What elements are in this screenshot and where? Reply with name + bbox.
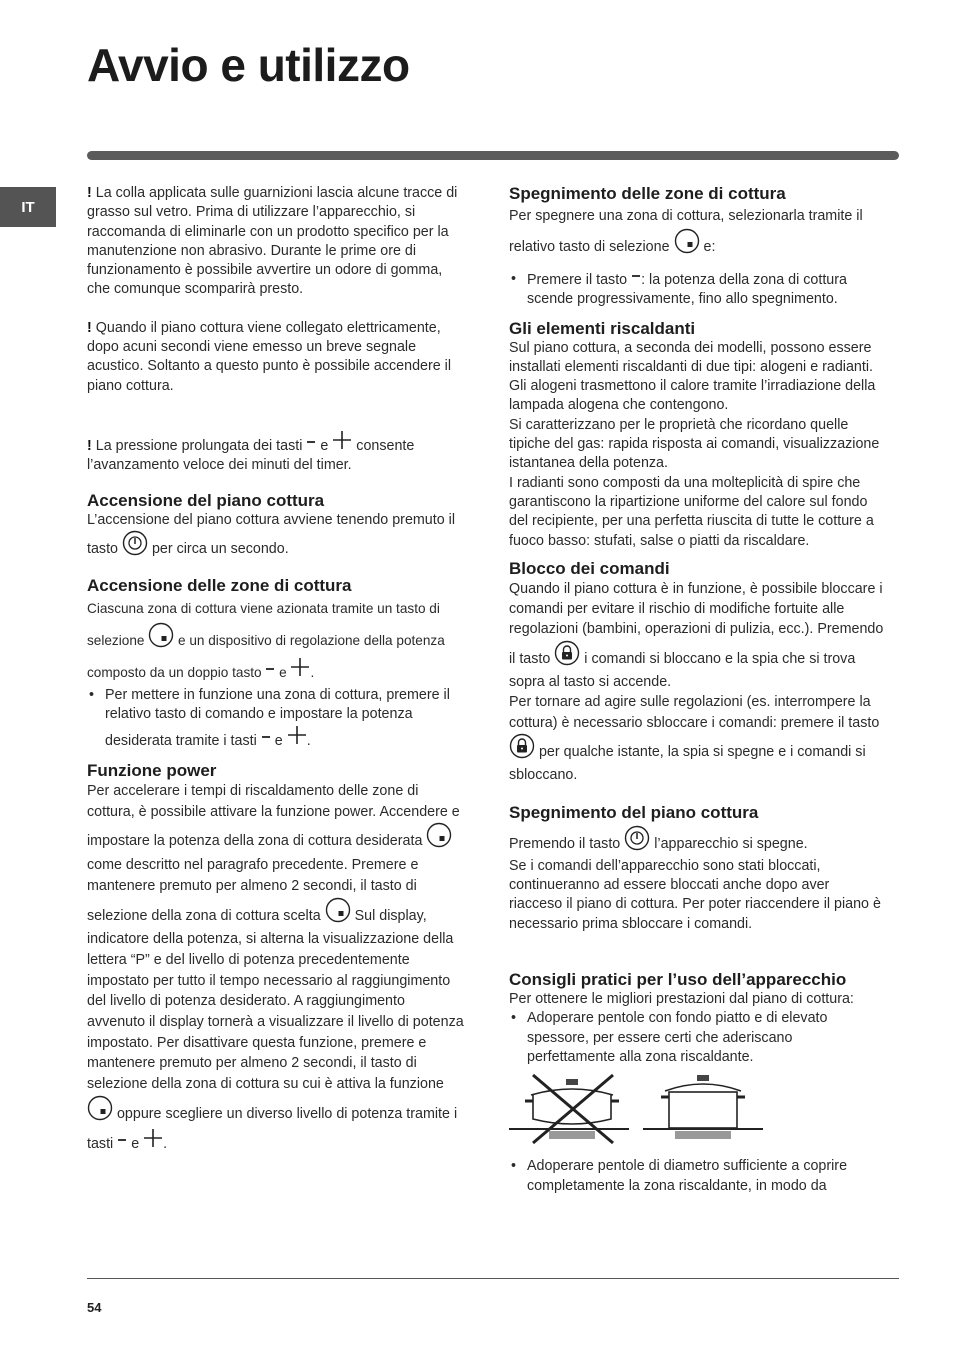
text: L’accensione del piano cottura avviene tenendo premuto il tasto — [87, 511, 455, 557]
plus-key-icon — [143, 1128, 163, 1155]
section-text: I radianti sono composti da una molteplicità di spire che garantiscono la ripartizione uniforme del calore sul fondo del recipiente, per una perfetta riuscita di tutte le cotture a fuoco basso: stufati, salse o piatti da riscaldare. — [509, 474, 874, 549]
section-text — [87, 511, 465, 563]
language-tab: IT — [0, 187, 56, 227]
bullet-list — [509, 1009, 884, 1067]
warning-mark: ! — [87, 437, 92, 454]
plus-key-icon — [290, 657, 310, 686]
note-text: Quando il piano cottura viene collegato elettricamente, dopo acuni secondi viene emesso un breve segnale acustico. Soltanto a questo punto è possibile accendere il piano cottura. — [87, 319, 452, 394]
section-text — [509, 692, 884, 785]
bullet-list — [509, 1157, 884, 1196]
minus-key-icon — [265, 660, 275, 686]
text: Per mettere in funzione una zona di cottura, premere il relativo tasto di comando e impostare la potenza desiderata tramite i tasti — [105, 687, 450, 749]
page-number: 54 — [87, 1300, 102, 1315]
note-acoustic-signal — [87, 319, 465, 396]
correct-pot-icon — [643, 1071, 763, 1147]
section-title: Spegnimento delle zone di cottura — [509, 184, 786, 203]
list-item: • Adoperare pentole di diametro sufficiente a coprire completamente la zona riscaldante, in modo da — [509, 1157, 884, 1196]
text: Per spegnere una zona di cottura, selezionarla tramite il relativo tasto di selezione — [509, 208, 863, 255]
text: . — [310, 665, 315, 681]
minus-key-icon — [631, 270, 641, 290]
note-text: e — [320, 437, 329, 454]
text: e — [279, 665, 287, 681]
zone-select-key-icon — [87, 1095, 113, 1128]
text: Premendo il tasto — [509, 835, 621, 852]
minus-key-icon — [261, 731, 271, 751]
text: Per tornare ad agire sulle regolazioni (es. interrompere la cottura) è necessario sbloccare i comandi: premere il tasto — [509, 694, 880, 731]
text: Sul display, indicatore della potenza, si alterna la visualizzazione della lettera “P” e del livello di potenza precedentemente impostato per tutto il tempo necessario al raggiungimento del livello di potenza desiderato. A raggiungimento avvenuto il display tornerà a visualizzare il livello di potenza impostato. Per disattivare questa funzione, premere e mantenere premuto per almeno 2 secondi, il tasto di selezione della zona di cottura su cui è attiva la funzione — [87, 907, 464, 1093]
section-text: Gli alogeni trasmettono il calore tramite l’irradiazione della lampada alogena che contengono. — [509, 378, 876, 414]
list-item — [509, 270, 884, 310]
zone-select-key-icon — [148, 622, 174, 657]
wrong-pot-crossed-icon — [509, 1071, 629, 1147]
section-title: Spegnimento del piano cottura — [509, 802, 759, 822]
text: Ciascuna zona di cottura viene azionata tramite un tasto di selezione — [87, 601, 440, 649]
plus-key-icon — [287, 725, 307, 751]
text: i comandi si bloccano e la spia che si trova sopra al tasto si accende. — [509, 650, 856, 691]
page-title: Avvio e utilizzo — [87, 39, 410, 91]
minus-key-icon — [306, 436, 316, 456]
text: . — [306, 732, 311, 749]
power-key-icon — [624, 825, 650, 857]
zone-select-key-icon — [325, 897, 351, 930]
zone-select-key-icon — [674, 228, 700, 262]
warning-mark: ! — [87, 185, 92, 201]
text: e un dispositivo di regolazione della potenza composto da un doppio tasto — [87, 633, 445, 681]
section-title: Consigli pratici per l’uso dell’apparecchio — [509, 970, 847, 990]
text: Per accelerare i tempi di riscaldamento delle zone di cottura, è possibile attivare la funzione power. Accendere e impostare la potenza della zona di cottura desiderata — [87, 783, 460, 850]
section-text: Sul piano cottura, a seconda dei modelli, possono essere installati elementi riscaldanti di due tipi: alogeni e radianti. — [509, 339, 873, 375]
section-text — [87, 781, 465, 1154]
section-title: Blocco dei comandi — [509, 558, 670, 578]
note-text: La colla applicata sulle guarnizioni lascia alcune tracce di grasso sul vetro. Prima di utilizzare l’apparecchio, si raccomanda di eliminarle con un prodotto specifico per la manutenzione non abrasivo. Durante le prime ore di funzionamento è possibile avvertire un odore di gomma, che comunque scomparirà presto. — [87, 185, 458, 298]
warning-mark: ! — [87, 319, 92, 336]
header-rule — [87, 151, 899, 160]
text: l’apparecchio si spegne. — [654, 835, 808, 852]
section-text: Se i comandi dell’apparecchio sono stati bloccati, continueranno ad essere bloccati anche dopo aver riacceso il piano di cottura. Per poter riaccendere il piano è necessario prima sbloccare i comandi. — [509, 857, 881, 932]
bullet-list — [509, 270, 884, 310]
note-text: La pressione prolungata dei tasti — [95, 437, 303, 454]
section-text: Si caratterizzano per le proprietà che ricordano quelle tipiche del gas: rapida risposta ai comandi, visualizzazione istantanea della potenza. — [509, 416, 880, 472]
text: come descritto nel paragrafo precedente. Premere e mantenere premuto per almeno 2 secondi, il tasto di selezione della zona di cottura scelta — [87, 857, 419, 924]
section-text — [87, 596, 465, 686]
lock-key-icon — [554, 640, 580, 672]
section-title: Accensione delle zone di cottura — [87, 576, 352, 596]
power-key-icon — [122, 530, 148, 562]
section-text — [509, 579, 884, 692]
text: Quando il piano cottura è in funzione, è possibile bloccare i comandi per evitare il rischio di modifiche fortuite alle regolazioni (bambini, operazioni di pulizia, ecc.). Premendo il tasto — [509, 580, 884, 667]
text: : la potenza della zona di cottura scende progressivamente, fino allo spegnimento. — [527, 272, 847, 308]
minus-key-icon — [117, 1134, 127, 1155]
list-item: • Adoperare pentole con fondo piatto e di elevato spessore, per essere certi che aderiscano perfettamente alla zona riscaldante. — [509, 1009, 884, 1067]
left-column — [87, 184, 465, 1154]
section-text: Per ottenere le migliori prestazioni dal piano di cottura: — [509, 991, 854, 1008]
text: e — [274, 732, 283, 749]
list-item — [87, 686, 465, 751]
right-column — [509, 184, 884, 1196]
bullet-list — [87, 686, 465, 751]
text: . — [163, 1135, 168, 1152]
text: Premere il tasto — [527, 272, 628, 288]
lock-key-icon — [509, 733, 535, 765]
text: per circa un secondo. — [151, 540, 289, 557]
plus-key-icon — [332, 430, 352, 456]
text: per qualche istante, la spia si spegne e i comandi si sbloccano. — [509, 743, 866, 784]
note-glue-residue — [87, 184, 465, 300]
note-text: consente l’avanzamento veloce dei minuti del timer. — [87, 437, 415, 474]
footer-rule — [87, 1278, 899, 1279]
text: e: — [703, 239, 716, 255]
section-text — [509, 825, 884, 857]
text: e — [131, 1135, 140, 1152]
zone-select-key-icon — [426, 822, 452, 855]
section-title: Gli elementi riscaldanti — [509, 318, 696, 338]
text: oppure scegliere un diverso livello di potenza tramite i tasti — [87, 1105, 458, 1152]
section-title: Funzione power — [87, 761, 217, 781]
note-timer-fast — [87, 430, 465, 476]
pots-illustration — [509, 1071, 884, 1147]
section-title: Accensione del piano cottura — [87, 490, 325, 510]
section-text — [509, 204, 884, 262]
